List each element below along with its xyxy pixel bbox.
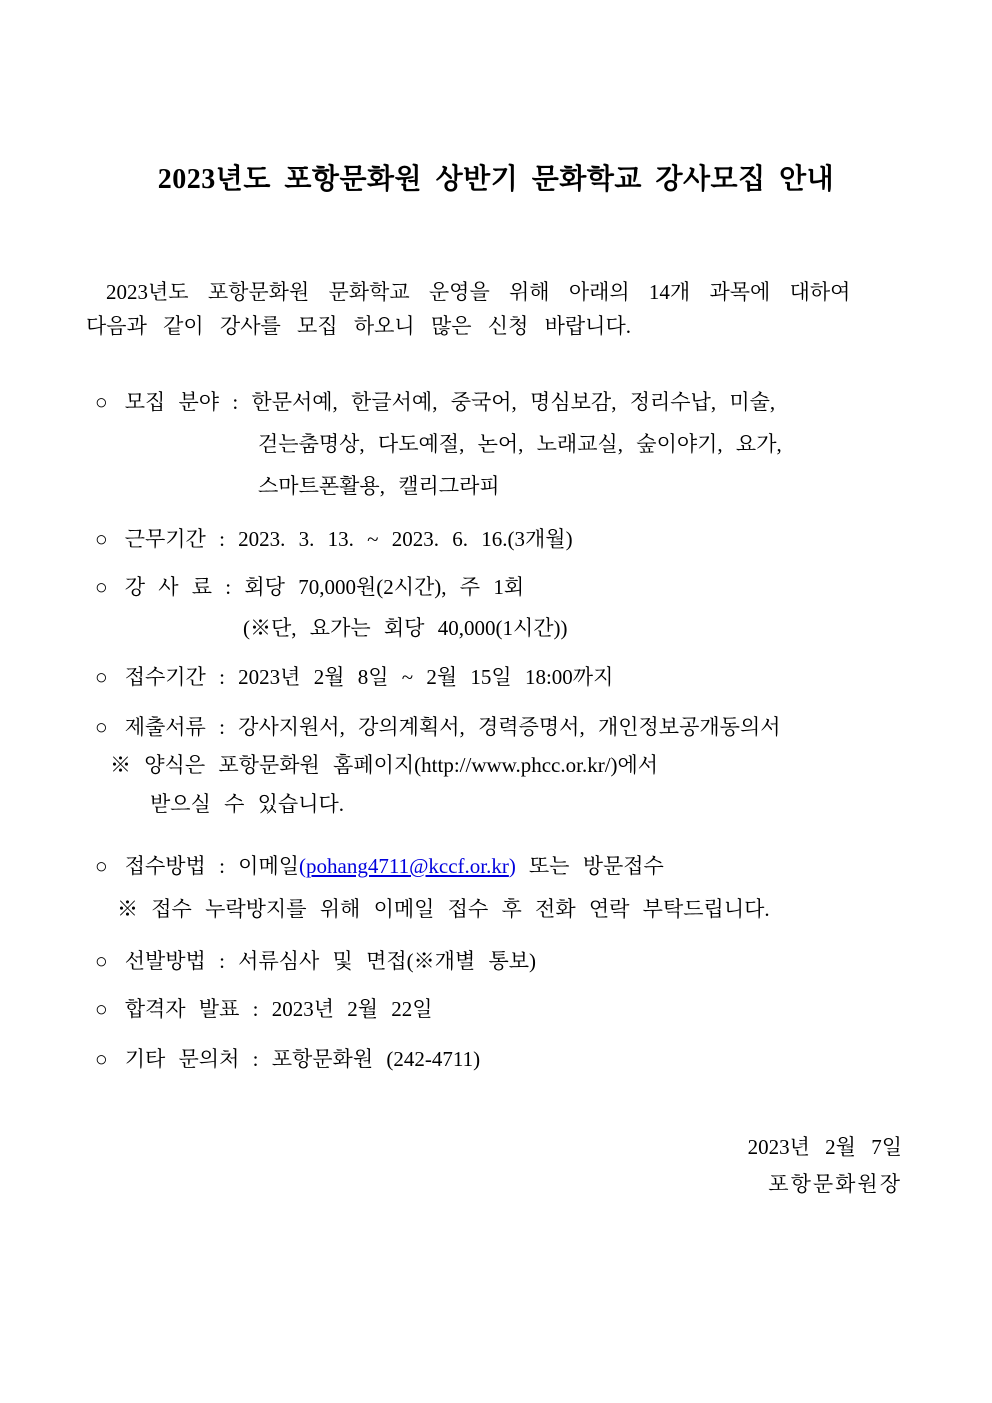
email-link[interactable]: pohang4711@kccf.or.kr [306,854,509,878]
item-documents [95,714,781,740]
circle-bullet-icon: ○ [95,665,108,689]
email-paren-close: ) [508,854,516,878]
item-apply-method [95,853,664,879]
circle-bullet-icon: ○ [95,997,108,1021]
item-contact [95,1046,480,1072]
circle-bullet-icon: ○ [95,949,108,973]
page-title: 2023년도 포항문화원 상반기 문화학교 강사모집 안내 [157,164,835,195]
circle-bullet-icon: ○ [95,854,108,878]
lecture-fee-note: (※단, 요가는 회당 40,000(1시간)) [243,616,568,640]
work-period-text: 근무기간 : 2023. 3. 13. ~ 2023. 6. 16.(3개월) [124,527,573,551]
contact-text: 기타 문의처 : 포항문화원 (242-4711) [124,1047,481,1071]
apply-method-note: ※ 접수 누락방지를 위해 이메일 접수 후 전화 연락 부탁드립니다. [117,897,770,921]
application-period-text: 접수기간 : 2023년 2월 8일 ~ 2월 15일 18:00까지 [124,665,614,689]
circle-bullet-icon: ○ [95,390,108,414]
item-application-period [95,664,613,690]
documents-text: 제출서류 : 강사지원서, 강의계획서, 경력증명서, 개인정보공개동의서 [124,715,781,739]
circle-bullet-icon: ○ [95,575,108,599]
footer-date: 2023년 2월 7일 [747,1135,902,1159]
item-announcement [95,996,433,1022]
apply-method-label: 접수방법 : 이메일 [124,854,300,878]
item-work-period [95,526,573,552]
item-selection [95,948,536,974]
circle-bullet-icon: ○ [95,715,108,739]
documents-note-2: 받으실 수 있습니다. [150,792,345,816]
intro-line-1: 2023년도 포항문화원 문화학교 운영을 위해 아래의 14개 과목에 대하여 [106,280,851,304]
item-recruit-fields [95,389,775,415]
documents-note-1: ※ 양식은 포항문화원 홈페이지(http://www.phcc.or.kr/)에서 [110,753,659,777]
apply-method-rest: 또는 방문접수 [528,854,664,878]
lecture-fee-text: 강 사 료 : 회당 70,000원(2시간), 주 1회 [124,575,525,599]
recruit-fields-line-3: 스마트폰활용, 캘리그라피 [258,474,500,498]
announcement-text: 합격자 발표 : 2023년 2월 22일 [124,997,433,1021]
circle-bullet-icon: ○ [95,1047,108,1071]
selection-text: 선발방법 : 서류심사 및 면접(※개별 통보) [124,949,537,973]
circle-bullet-icon: ○ [95,527,108,551]
item-lecture-fee [95,574,524,600]
recruit-fields-line-2: 걷는춤명상, 다도예절, 논어, 노래교실, 숲이야기, 요가, [258,432,782,456]
intro-line-2: 다음과 같이 강사를 모집 하오니 많은 신청 바랍니다. [86,314,632,338]
email-paren-open: ( [299,854,307,878]
footer-signer: 포항문화원장 [768,1172,902,1196]
recruit-fields-line-1: 모집 분야 : 한문서예, 한글서예, 중국어, 명심보감, 정리수납, 미술, [124,390,776,414]
